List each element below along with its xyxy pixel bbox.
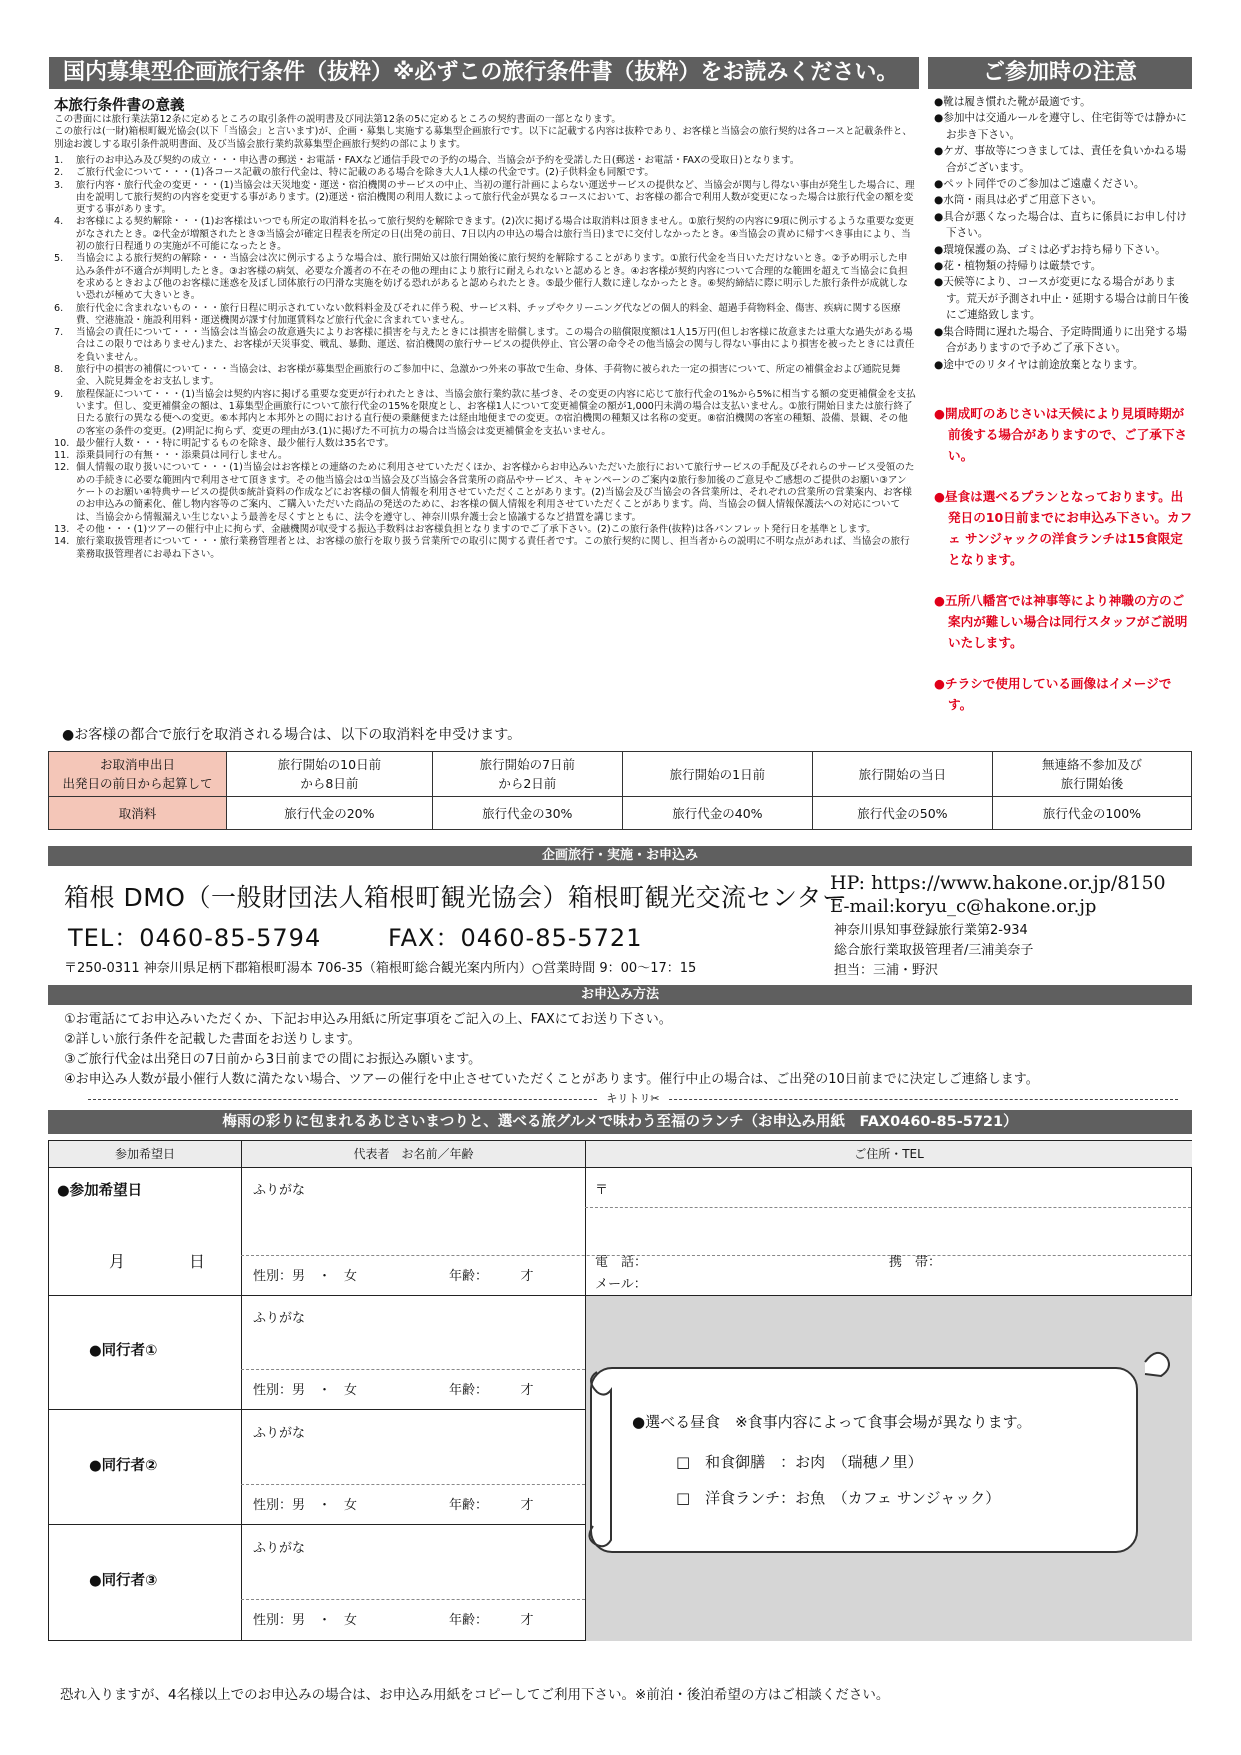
organizer-homepage[interactable]: HP: https://www.hakone.or.jp/8150 — [830, 872, 1166, 894]
terms-intro-line: この旅行は(一財)箱根町観光協会(以下「当協会」と言います)が、企画・募集し実施する募集型企画旅行です。以下に記載する内容は抜粋であり、お客様と当協会の旅行契約は各コースと記載条件と、別途お渡しする取引条件説明書面、及び当協会旅行業約款募集型企画旅行契約の部によります。 — [54, 126, 912, 150]
terms-item — [54, 450, 916, 462]
cancel-fee: 旅行代金の40% — [622, 797, 812, 830]
terms-item-number: 14. — [54, 536, 70, 548]
gender-field[interactable]: 性別：男 ・ 女 — [253, 1383, 358, 1398]
terms-item-number: 2. — [54, 167, 64, 179]
terms-item-text: 旅行中の損害の補償について・・・当協会は、お客様が募集型企画旅行のご参加中に、急激かつ外来の事故で生命、身体、手荷物に被られた一定の損害について、所定の補償金および通院見舞金、入院見舞金をお支払します。 — [76, 364, 901, 388]
terms-item — [54, 524, 916, 536]
terms-item-number: 8. — [54, 364, 64, 376]
furigana-label: ふりがな — [253, 1541, 306, 1556]
gender-field[interactable]: 性別：男 ・ 女 — [253, 1498, 358, 1513]
note-item: ●水筒・雨具は必ずご用意下さい。 — [934, 194, 1103, 207]
cancel-col-header: 旅行開始の1日前 — [622, 752, 812, 797]
mail-field[interactable]: メール： — [595, 1277, 647, 1292]
note-highlight: ●開成町のあじさいは天候により見頃時期が前後する場合がありますので、ご了承下さい。 — [934, 406, 1188, 463]
terms-item-number: 10. — [54, 437, 70, 449]
cancel-fee: 旅行代金の20% — [227, 797, 433, 830]
cancel-col-header: 無連絡不参加及び 旅行開始後 — [992, 752, 1191, 797]
terms-item — [54, 180, 916, 217]
terms-item — [54, 462, 916, 523]
scroll-curl-decoration — [585, 1322, 1175, 1592]
cancel-fee: 旅行代金の50% — [812, 797, 992, 830]
terms-item — [54, 167, 916, 179]
terms-item — [54, 438, 916, 450]
lunch-option-yoshoku[interactable]: □ 洋食ランチ：お魚 （カフェ サンジャック） — [676, 1489, 1001, 1507]
terms-item — [54, 303, 916, 328]
col-date-header: 参加希望日 — [49, 1141, 241, 1167]
terms-item-number: 5. — [54, 253, 64, 265]
cancel-col-header: 旅行開始の7日前 から2日前 — [432, 752, 622, 797]
note-highlight: ●チラシで使用している画像はイメージです。 — [934, 676, 1172, 712]
companion-2-label: ●同行者② — [89, 1458, 158, 1474]
cut-label: キリトリ✂ — [598, 1092, 667, 1105]
furigana-label: ふりがな — [253, 1311, 306, 1326]
companion-1-label: ●同行者① — [89, 1343, 158, 1359]
notes-list — [934, 94, 1192, 373]
note-item: ●靴は履き慣れた靴が最適です。 — [934, 96, 1091, 108]
terms-intro — [54, 114, 916, 151]
terms-item — [54, 364, 916, 389]
age-field[interactable]: 年齢： 才 — [449, 1383, 534, 1398]
cancel-col-header: 旅行開始の10日前 から8日前 — [227, 752, 433, 797]
companion-3-label: ●同行者③ — [89, 1573, 158, 1589]
terms-item-text: 旅行内容・旅行代金の変更・・・(1)当協会は天災地変・運送・宿泊機関のサービスの中止、当初の運行計画によらない運送サービスの提供など、当協会が関与し得ない事由が発生した場合に、理由を説明して旅行契約の内容を変更する事があります。(2)運送・宿泊機関の利用人数によって旅行代金が異なるコースにおいて、お客様の都合で利用人数が変更になった場合は旅行代金の額を変更する事があります。 — [76, 179, 915, 216]
terms-list — [54, 155, 916, 561]
month-field[interactable]: 月 — [109, 1252, 126, 1271]
terms-item-text: 当協会の責任について・・・当協会は当協会の故意過失によりお客様に損害を与えたときには損害を賠償します。この場合の賠償限度額は1人15万円(但しお客様に故意または重大な過失がある場合はこの限りではありません)また、お客様が天災事変、戦乱、暴動、運送、宿泊機関の旅行サービスの提供停止、官公署の命令その他当協会の関与し得ない事由により損害を被ったときには責任を負いません。 — [76, 327, 915, 363]
cancel-table — [48, 751, 1192, 830]
note-item: ●ケガ、事故等につきましては、責任を負いかねる場合がございます。 — [934, 145, 1187, 174]
note-highlight: ●昼食は選べるプランとなっております。出発日の10日前までにお申込み下さい。カフェ サンジャックの洋食ランチは15食限定となります。 — [934, 489, 1193, 567]
furigana-label: ふりがな — [253, 1426, 306, 1441]
note-item: ●集合時間に遅れた場合、予定時間通りに出発する場合がありますので予めご了承下さい。 — [934, 325, 1187, 355]
note-item: ●天候等により、コースが変更になる場合があります。荒天が予測され中止・延期する場合は前日午後にご連絡致します。 — [934, 276, 1189, 322]
terms-intro-line: この書面には旅行業法第12条に定めるところの取引条件の説明書及び同法第12条の5に定めるところの契約書面の一部となります。 — [54, 114, 621, 125]
lunch-title: ●選べる昼食 ※食事内容によって食事会場が異なります。 — [632, 1413, 1032, 1431]
terms-item-number: 6. — [54, 302, 64, 314]
gender-field[interactable]: 性別：男 ・ 女 — [253, 1613, 358, 1628]
organizer-details — [834, 921, 1033, 981]
cancel-header-label: お取消申出日 出発日の前日から起算して — [49, 752, 227, 797]
organizer-contact: 担当：三浦・野沢 — [834, 963, 939, 978]
organizer-fax: FAX：0460-85-5721 — [388, 924, 643, 952]
note-item: ●参加中は交通ルールを遵守し、住宅街等では静かにお歩き下さい。 — [934, 112, 1187, 141]
apply-step: ④お申込み人数が最小催行人数に満たない場合、ツアーの催行を中止させていただくことがあります。催行中止の場合は、ご出発の10日前までに決定しご連絡します。 — [64, 1072, 1039, 1087]
terms-item-text: 添乗員同行の有無・・・添乗員は同行しません。 — [76, 450, 288, 462]
age-field[interactable]: 年齢： 才 — [449, 1613, 534, 1628]
apply-bar: お申込み方法 — [48, 985, 1192, 1005]
col-address-header: ご住所・TEL — [586, 1141, 1192, 1167]
age-field[interactable]: 年齢： 才 — [449, 1269, 534, 1284]
terms-item-text: 最少催行人数・・・特に明記するものを除き、最少催行人数は35名です。 — [76, 437, 395, 449]
mobile-field[interactable]: 携 帯： — [889, 1255, 942, 1270]
organizer-address: 〒250-0311 神奈川県足柄下郡箱根町湯本 706-35（箱根町総合観光案内所内）○営業時間 9：00〜17：15 — [64, 961, 697, 976]
terms-item-text: 個人情報の取り扱いについて・・・(1)当協会はお客様との連絡のために利用させていただくほか、お客様からお申込みいただいた旅行において旅行サービスの手配及びそれらのサービス受領のための手続きに必要な範囲内で利用させて頂きます。その他当協会は①当協会及び当協会各営業所の商品やサービス、キャンペーンのご案内②旅行参加後のご意見やご感想のご提供のお願い③アンケートのお願い④特典サービスの提供⑤統計資料の作成などにお客様の個人情報を利用させていただくことがあります。(2)当協会及び当協会の各営業所は、それぞれの営業所の営業案内、お客様のお申込みの簡素化、催し物内容等のご案内、ご購入いただいた商品の発送のために、お客様の個人情報を利用させていただくことがあります。尚、当協会の個人情報保護法への対応については、当協会から情報漏えい生じないよう最善を尽くすとともに、法令を遵守し、神奈川県弁護士会と協議するなど措置を講じます。 — [76, 462, 915, 523]
note-item: ●ペット同伴でのご参加はご遠慮ください。 — [934, 178, 1145, 191]
notes-title: ご参加時の注意 — [928, 57, 1192, 89]
terms-item-text: 旅行代金に含まれないもの・・・旅行日程に明示されていない飲料料金及びそれに伴う税、サービス料、チップやクリーニング代などの個人的料金、超過手荷物料金、傷害、疾病に関する医療費、空港施設・施設利用料・運送機関が課す付加運賃料など旅行代金に含まれていません。 — [76, 302, 901, 326]
note-item: ●環境保護の為、ゴミは必ずお持ち帰り下さい。 — [934, 243, 1166, 256]
terms-item — [54, 327, 916, 364]
col-name-header: 代表者 お名前／年齢 — [242, 1141, 585, 1167]
terms-item-text: お客様による契約解除・・・(1)お客様はいつでも所定の取消料を払って旅行契約を解除できます。(2)次に掲げる場合は取消料は頂きません。①旅行契約の内容に9項に例示するような重要な変更がなされたとき。②代金が増額されたとき③当協会が確定日程表を所定の日(出発の前日、7日以内の申込の場合は旅行当日)までに交付しなかったとき。④当協会の責めに帰すべき事由により、当初の旅行日程通りの実施が不可能になったとき。 — [76, 216, 914, 253]
cancel-fee: 旅行代金の100% — [992, 797, 1191, 830]
organizer-tel: TEL：0460-85-5794 — [68, 924, 322, 952]
terms-heading: 本旅行条件書の意義 — [54, 98, 185, 114]
note-item: ●花・植物類の持帰りは厳禁です。 — [934, 260, 1102, 273]
terms-item-number: 12. — [54, 462, 70, 474]
terms-item-number: 11. — [54, 450, 70, 462]
gender-field[interactable]: 性別：男 ・ 女 — [253, 1269, 358, 1284]
footer-note: 恐れ入りますが、4名様以上でのお申込みの場合は、お申込み用紙をコピーしてご利用下さい。※前泊・後泊希望の方はご相談ください。 — [60, 1687, 890, 1703]
furigana-label: ふりがな — [253, 1183, 306, 1198]
cancel-col-header: 旅行開始の当日 — [812, 752, 992, 797]
terms-item-text: ご旅行代金について・・・(1)各コース記載の旅行代金は、特に記載のある場合を除き大人1人様の代金です。(2)子供料金も同額です。 — [76, 167, 654, 179]
organizer-name: 箱根 DMO（一般財団法人箱根町観光協会）箱根町観光交流センター — [64, 883, 848, 912]
organizer-registration: 神奈川県知事登録旅行業第2-934 — [834, 923, 1028, 938]
terms-item — [54, 536, 916, 561]
terms-item-text: その他・・・(1)ツアーの催行中止に拘らず、金融機関が収受する振込手数料はお客様負担となりますのでご了承下さい。(2)この旅行条件(抜粋)は各パンフレット発行日を基準とします。 — [76, 523, 876, 535]
terms-title: 国内募集型企画旅行条件（抜粋）※必ずこの旅行条件書（抜粋）をお読みください。 — [49, 57, 919, 89]
apply-list — [64, 1010, 1194, 1090]
terms-item-number: 9. — [54, 388, 64, 400]
row-date-label: ●参加希望日 — [57, 1183, 143, 1199]
note-highlight: ●五所八幡宮では神事等により神職の方のご案内が難しい場合は同行スタッフがご説明いたします。 — [934, 593, 1188, 650]
note-item: ●具合が悪くなった場合は、直ちに係員にお申し付け下さい。 — [934, 210, 1187, 240]
lunch-option-washoku[interactable]: □ 和食御膳 ：お肉 （瑞穂ノ里） — [676, 1453, 923, 1471]
postal-field[interactable]: 〒 — [595, 1183, 609, 1198]
terms-item-text: 旅程保証について・・・(1)当協会は契約内容に掲げる重要な変更が行われたときは、当協会旅行業約款に基づき、その変更の内容に応じて旅行代金の1%から5%に相当する額の変更補償金を支払います。但し、変更補償金の額は、1募集型企画旅行について旅行代金の15%を限度とし、お客様1人について変更補償金の額が1,000円未満の場合は支払いません。①旅行開始日または旅行終了日たる旅行の異なる便への変更。⑥本邦内と本邦外との間における直行便の乗継便または経由地便までの変更。⑦宿泊機関の種類又は名称の変更。⑧宿泊機関の客室の種類、設備、景観、その他の客室の条件の変更。(2)明記に拘らず、変更の理由が3.(1)に掲げた不可抗力の場合は当協会は変更補償金を支払いません。 — [76, 388, 916, 437]
cut-line — [88, 1092, 1178, 1106]
organizer-email[interactable]: E-mail:koryu_c@hakone.or.jp — [830, 896, 1097, 917]
age-field[interactable]: 年齢： 才 — [449, 1498, 534, 1513]
terms-item — [54, 155, 916, 167]
apply-step: ②詳しい旅行条件を記載した書面をお送りします。 — [64, 1032, 361, 1047]
terms-item — [54, 389, 916, 438]
terms-item — [54, 253, 916, 302]
terms-item — [54, 216, 916, 253]
cancel-row-label: 取消料 — [49, 797, 227, 830]
apply-step: ③ご旅行代金は出発日の7日前から3日前までの間にお振込み願います。 — [64, 1052, 482, 1067]
note-item: ●途中でのリタイヤは前途放棄となります。 — [934, 358, 1144, 371]
organizer-bar: 企画旅行・実施・お申込み — [48, 846, 1192, 866]
day-field[interactable]: 日 — [189, 1252, 206, 1271]
form-title: 梅雨の彩りに包まれるあじさいまつりと、選べる旅グルメで味わう至福のランチ（お申込み用紙 FAX0460-85-5721） — [48, 1110, 1192, 1134]
cancel-note: ●お客様の都合で旅行を取消される場合は、以下の取消料を申受けます。 — [62, 727, 522, 743]
cancel-fee: 旅行代金の30% — [432, 797, 622, 830]
organizer-manager: 総合旅行業取扱管理者/三浦美奈子 — [834, 943, 1034, 958]
phone-field[interactable]: 電 話： — [595, 1255, 648, 1270]
terms-item-number: 13. — [54, 523, 70, 535]
apply-step: ①お電話にてお申込みいただくか、下記お申込み用紙に所定事項をご記入の上、FAXにてお送り下さい。 — [64, 1012, 672, 1027]
terms-item-number: 1. — [54, 155, 64, 166]
terms-item-number: 4. — [54, 216, 64, 228]
notes-highlights — [934, 403, 1194, 735]
terms-item-number: 3. — [54, 179, 64, 191]
terms-item-text: 旅行のお申込み及び契約の成立・・・申込書の郵送・お電話・FAXなど通信手段での予約の場合、当協会が予約を受諾した日(郵送・お電話・FAXの受取日)となります。 — [76, 155, 800, 166]
terms-item-number: 7. — [54, 327, 64, 339]
terms-item-text: 当協会による旅行契約の解除・・・当協会は次に例示するような場合は、旅行開始又は旅行開始後に旅行契約を解除することがあります。①旅行代金を当日いただけないとき。②予め明示した申込み条件が不適合が判明したとき。③お客様の病気、必要な介護者の不在その他の理由により旅行に耐えられないと認めるとき。④お客様が契約内容について合理的な範囲を超えて当協会に負担を求めるときおよび他のお客様に迷惑を及ぼし団体旅行の円滑な実施を妨げる恐れがあると認められたとき。⑤最少催行人数に達しなかったとき。⑥契約締結に際に明示した旅行条件が成就しない恐れが極めて大きいとき。 — [76, 253, 908, 302]
terms-item-text: 旅行業取扱管理者について・・・旅行業務管理者とは、お客様の旅行を取り扱う営業所での取引に関する責任者です。この旅行契約に関し、担当者からの説明に不明な点があれば、当協会の旅行業務取扱管理者にお尋ね下さい。 — [76, 536, 910, 560]
